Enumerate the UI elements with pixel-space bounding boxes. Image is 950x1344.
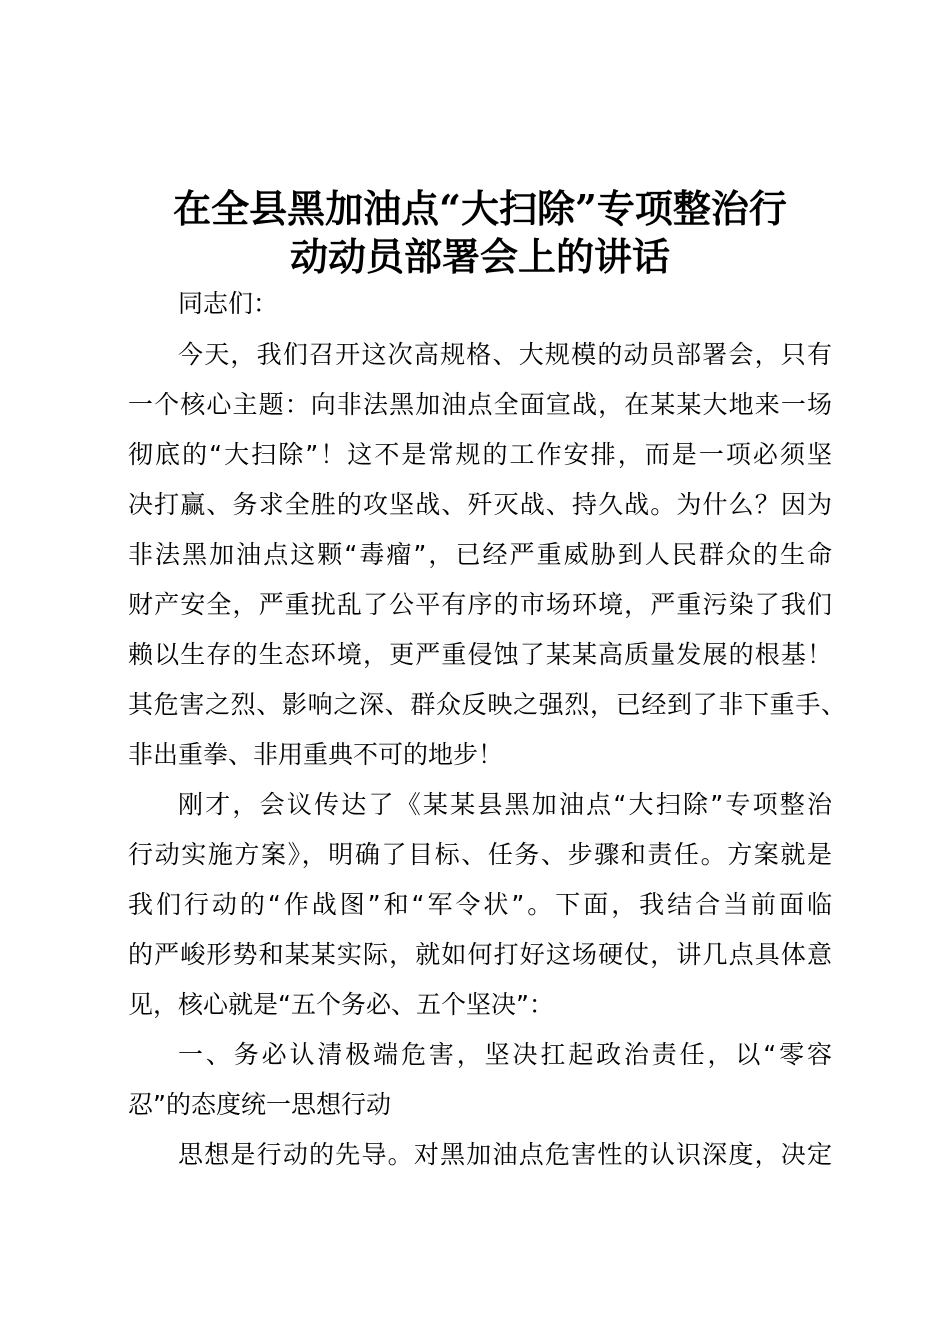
paragraph-line: 赖以生存的生态环境，更严重侵蚀了某某高质量发展的根基！	[128, 640, 832, 669]
paragraph-line: 非法黑加油点这颗“毒瘤”，已经严重威胁到人民群众的生命	[128, 540, 832, 569]
paragraph-line: 财产安全，严重扰乱了公平有序的市场环境，严重污染了我们	[128, 590, 832, 619]
paragraph-line: 一个核心主题：向非法黑加油点全面宣战，在某某大地来一场	[128, 390, 832, 419]
paragraph-line: 其危害之烈、影响之深、群众反映之强烈，已经到了非下重手、	[128, 690, 846, 719]
paragraph-line: 非出重拳、非用重典不可的地步！	[128, 740, 504, 769]
paragraph-line: 见，核心就是“五个务必、五个坚决”：	[128, 990, 554, 1019]
paragraph-line: 我们行动的“作战图”和“军令状”。下面，我结合当前面临	[128, 890, 832, 919]
salutation: 同志们：	[178, 289, 279, 318]
section-heading-line: 忍”的态度统一思想行动	[128, 1090, 391, 1119]
paragraph-line: 刚才，会议传达了《某某县黑加油点“大扫除”专项整治	[178, 790, 832, 819]
paragraph-line: 决打赢、务求全胜的攻坚战、歼灭战、持久战。为什么？因为	[128, 490, 832, 519]
paragraph-line: 行动实施方案》，明确了目标、任务、步骤和责任。方案就是	[128, 840, 832, 869]
paragraph-line: 今天，我们召开这次高规格、大规模的动员部署会，只有	[178, 340, 832, 369]
document-title-line-2: 动动员部署会上的讲话	[289, 234, 670, 279]
section-heading-line: 一、务必认清极端危害，坚决扛起政治责任，以“零容	[178, 1040, 832, 1069]
paragraph-line: 彻底的“大扫除”！这不是常规的工作安排，而是一项必须坚	[128, 440, 832, 469]
document-title-line-1: 在全县黑加油点“大扫除”专项整治行	[173, 186, 787, 231]
paragraph-line: 思想是行动的先导。对黑加油点危害性的认识深度，决定	[178, 1140, 832, 1169]
paragraph-line: 的严峻形势和某某实际，就如何打好这场硬仗，讲几点具体意	[128, 940, 832, 969]
